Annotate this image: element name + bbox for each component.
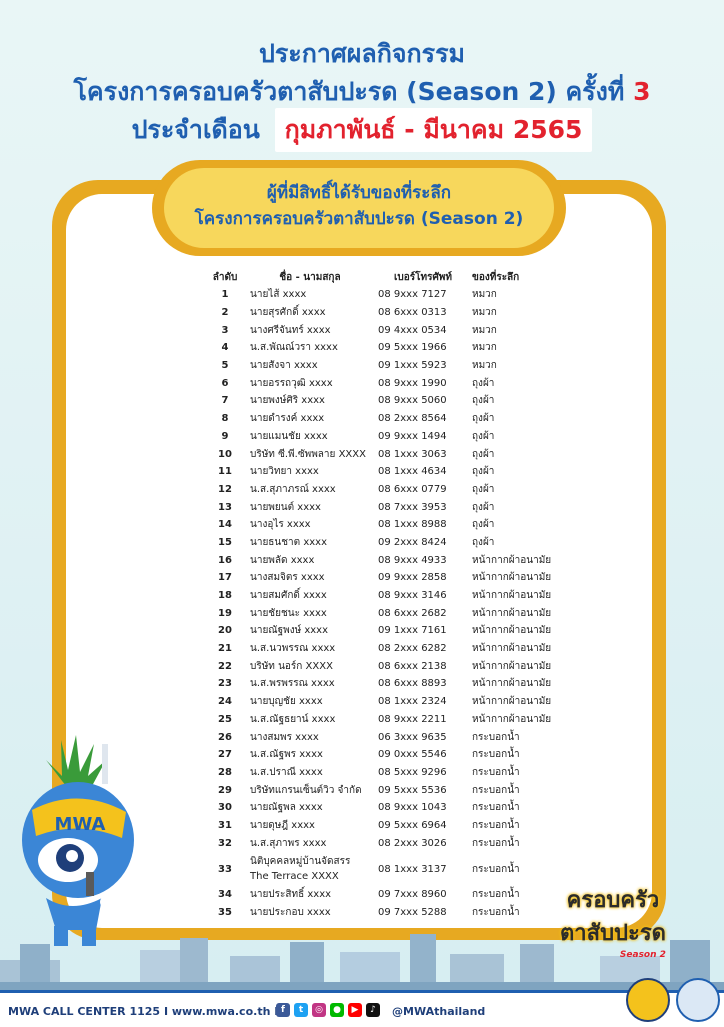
row-phone: 08 2xxx 6282 bbox=[378, 643, 447, 655]
row-number: 8 bbox=[221, 413, 229, 425]
row-phone: 09 9xxx 2858 bbox=[378, 572, 447, 584]
row-gift: กระบอกน้ำ bbox=[472, 766, 520, 778]
badge-line-2: โครงการครอบครัวตาสับปะรด (Season 2) bbox=[194, 209, 524, 229]
row-number: 13 bbox=[218, 501, 232, 513]
logo-line-1: ครอบครัว bbox=[566, 888, 660, 913]
row-name-line-1: นิติบุคคลหมู่บ้านจัดสรร bbox=[250, 856, 351, 867]
table-row bbox=[206, 886, 562, 904]
website-link[interactable]: www.mwa.co.th bbox=[171, 1005, 271, 1018]
row-gift: ถุงผ้า bbox=[472, 395, 495, 407]
row-name-line-2: The Terrace XXXX bbox=[250, 871, 339, 882]
table-row bbox=[206, 693, 562, 711]
row-phone: 08 2xxx 8564 bbox=[378, 413, 447, 425]
row-name: น.ส.สุภาภรณ์ xxxx bbox=[250, 483, 336, 495]
header-no: ลำดับ bbox=[212, 271, 238, 283]
mascot-cap-text: MWA bbox=[54, 814, 106, 835]
row-gift: หน้ากากผ้าอนามัย bbox=[472, 643, 552, 655]
table-row bbox=[206, 904, 562, 922]
table-row bbox=[206, 640, 562, 658]
row-name: นายแมนชัย xxxx bbox=[250, 430, 328, 442]
row-gift: กระบอกน้ำ bbox=[472, 731, 520, 743]
row-phone: 08 7xxx 3953 bbox=[378, 501, 447, 513]
row-phone: 08 1xxx 8988 bbox=[378, 519, 447, 531]
row-name: นายสุรศักดิ์ xxxx bbox=[250, 307, 326, 319]
row-gift: หมวก bbox=[472, 360, 497, 372]
table-row bbox=[206, 711, 562, 729]
row-gift: ถุงผ้า bbox=[472, 483, 495, 495]
row-gift: หน้ากากผ้าอนามัย bbox=[472, 678, 552, 690]
row-number: 27 bbox=[218, 749, 232, 761]
row-name: บริษัท ซี.พี.ซัพพลาย XXXX bbox=[250, 448, 366, 460]
row-number: 32 bbox=[218, 837, 232, 849]
footer-contact bbox=[8, 1005, 278, 1018]
row-gift: ถุงผ้า bbox=[472, 536, 495, 548]
tiktok-icon[interactable]: ♪ bbox=[366, 1003, 380, 1017]
badge-line-1: ผู้ที่มีสิทธิ์ได้รับของที่ระลึก bbox=[266, 183, 452, 203]
row-phone: 08 6xxx 2682 bbox=[378, 607, 447, 619]
row-name: บริษัทแกรนเซ็นต์วิว จำกัด bbox=[250, 784, 362, 796]
table-row bbox=[206, 392, 562, 410]
row-name: นายสังจา xxxx bbox=[250, 360, 318, 372]
row-number: 18 bbox=[218, 590, 232, 602]
row-name: น.ส.ณัฐพร xxxx bbox=[250, 749, 323, 761]
row-name: นายอรรถวุฒิ xxxx bbox=[250, 377, 333, 389]
table-row bbox=[206, 410, 562, 428]
row-phone: 09 9xxx 1494 bbox=[378, 430, 447, 442]
row-phone: 09 5xxx 1966 bbox=[378, 342, 447, 354]
row-name: นายณัฐพงษ์ xxxx bbox=[250, 625, 329, 637]
row-gift: หน้ากากผ้าอนามัย bbox=[472, 572, 552, 584]
row-name: นายประกอบ xxxx bbox=[250, 907, 331, 919]
winners-badge-inner bbox=[164, 168, 554, 248]
row-gift: ถุงผ้า bbox=[472, 519, 495, 531]
row-name: น.ส.ปราณี xxxx bbox=[250, 766, 323, 778]
call-center-text: MWA CALL CENTER 1125 bbox=[8, 1005, 161, 1018]
table-row bbox=[206, 304, 562, 322]
header-phone: เบอร์โทรศัพท์ bbox=[393, 271, 452, 283]
row-gift: กระบอกน้ำ bbox=[472, 749, 520, 761]
row-gift: กระบอกน้ำ bbox=[472, 837, 520, 849]
pineapple-mascot bbox=[6, 730, 136, 950]
row-number: 5 bbox=[221, 360, 229, 372]
table-row bbox=[206, 357, 562, 375]
announcement-title: ประกาศผลกิจกรรม bbox=[259, 39, 465, 68]
row-number: 7 bbox=[221, 395, 229, 407]
row-gift: ถุงผ้า bbox=[472, 430, 495, 442]
row-name: นายพลัด xxxx bbox=[250, 554, 315, 566]
table-row bbox=[206, 551, 562, 569]
table-row bbox=[206, 321, 562, 339]
line-icon[interactable]: ● bbox=[330, 1003, 344, 1017]
row-number: 6 bbox=[221, 377, 229, 389]
project-title bbox=[0, 72, 724, 112]
row-name: นายชัยชนะ xxxx bbox=[250, 607, 327, 619]
table-row bbox=[206, 339, 562, 357]
campaign-logo bbox=[560, 882, 666, 960]
row-gift: ถุงผ้า bbox=[472, 466, 495, 478]
row-gift: หน้ากากผ้าอนามัย bbox=[472, 590, 552, 602]
table-row bbox=[206, 534, 562, 552]
row-phone: 09 7xxx 8960 bbox=[378, 889, 447, 901]
row-phone: 08 9xxx 7127 bbox=[378, 289, 447, 301]
row-number: 20 bbox=[218, 625, 232, 637]
row-gift: หมวก bbox=[472, 289, 497, 301]
social-handle[interactable]: @MWAthailand bbox=[392, 1005, 486, 1018]
round-number: 3 bbox=[633, 77, 651, 106]
table-row bbox=[206, 675, 562, 693]
row-number: 24 bbox=[218, 696, 232, 708]
row-gift: กระบอกน้ำ bbox=[472, 802, 520, 814]
row-phone: 09 7xxx 5288 bbox=[378, 907, 447, 919]
row-gift: หน้ากากผ้าอนามัย bbox=[472, 625, 552, 637]
row-number: 23 bbox=[218, 678, 232, 690]
row-name: น.ส.ณัฐธยาน์ xxxx bbox=[250, 713, 336, 725]
row-name: นายวิทยา xxxx bbox=[250, 466, 319, 478]
row-phone: 08 6xxx 8893 bbox=[378, 678, 447, 690]
row-gift: กระบอกน้ำ bbox=[472, 819, 520, 831]
table-row bbox=[206, 781, 562, 799]
table-row bbox=[206, 498, 562, 516]
row-gift: กระบอกน้ำ bbox=[472, 907, 520, 919]
table-row bbox=[206, 428, 562, 446]
table-body bbox=[206, 286, 562, 921]
row-phone: 08 9xxx 4933 bbox=[378, 554, 447, 566]
table-row bbox=[206, 834, 562, 852]
row-name: นางสมพร xxxx bbox=[250, 731, 319, 743]
row-phone: 09 2xxx 8424 bbox=[378, 536, 447, 548]
row-gift: หน้ากากผ้าอนามัย bbox=[472, 554, 552, 566]
row-phone: 09 5xxx 6964 bbox=[378, 819, 447, 831]
row-number: 26 bbox=[218, 731, 232, 743]
winners-table bbox=[206, 268, 562, 921]
row-name: นางอุไร xxxx bbox=[250, 519, 311, 531]
row-name: นายไส้ xxxx bbox=[250, 289, 307, 301]
row-name: นายดุษฎี xxxx bbox=[250, 819, 315, 831]
row-number: 14 bbox=[218, 519, 232, 531]
row-phone: 08 6xxx 2138 bbox=[378, 660, 447, 672]
row-phone: 08 1xxx 4634 bbox=[378, 466, 447, 478]
row-phone: 08 9xxx 3146 bbox=[378, 590, 447, 602]
table-row bbox=[206, 516, 562, 534]
row-number: 3 bbox=[221, 324, 229, 336]
row-number: 22 bbox=[218, 660, 232, 672]
row-number: 4 bbox=[221, 342, 229, 354]
row-phone: 08 2xxx 3026 bbox=[378, 837, 447, 849]
row-gift: หน้ากากผ้าอนามัย bbox=[472, 696, 552, 708]
table-row bbox=[206, 728, 562, 746]
row-gift: หมวก bbox=[472, 342, 497, 354]
row-gift: หมวก bbox=[472, 307, 497, 319]
instagram-icon[interactable]: ◎ bbox=[312, 1003, 326, 1017]
row-number: 15 bbox=[218, 536, 232, 548]
table-row bbox=[206, 622, 562, 640]
row-number: 33 bbox=[218, 863, 232, 875]
table-row bbox=[206, 286, 562, 304]
row-name: บริษัท นอร์ก XXXX bbox=[250, 660, 333, 672]
table-row bbox=[206, 569, 562, 587]
row-number: 29 bbox=[218, 784, 232, 796]
row-number: 2 bbox=[221, 307, 229, 319]
row-name: นายพงษ์ศิริ xxxx bbox=[250, 395, 325, 407]
row-gift: ถุงผ้า bbox=[472, 448, 495, 460]
row-number: 25 bbox=[218, 713, 232, 725]
row-name: นายธนชาต xxxx bbox=[250, 536, 327, 548]
row-number: 10 bbox=[218, 448, 232, 460]
row-number: 21 bbox=[218, 643, 232, 655]
row-name: น.ส.พรพรรณ xxxx bbox=[250, 678, 335, 690]
footer-bar bbox=[0, 990, 724, 1027]
social-icons bbox=[276, 1003, 380, 1017]
row-number: 9 bbox=[221, 430, 229, 442]
period-label: ประจำเดือน bbox=[131, 115, 260, 144]
row-number: 30 bbox=[218, 802, 232, 814]
row-phone: 09 0xxx 5546 bbox=[378, 749, 447, 761]
row-phone: 09 4xxx 0534 bbox=[378, 324, 447, 336]
row-name: นางศรีจันทร์ xxxx bbox=[250, 324, 331, 336]
row-phone: 08 1xxx 2324 bbox=[378, 696, 447, 708]
period-line bbox=[0, 108, 724, 152]
row-name bbox=[244, 852, 370, 886]
row-phone: 09 1xxx 5923 bbox=[378, 360, 447, 372]
row-phone: 09 5xxx 5536 bbox=[378, 784, 447, 796]
row-phone: 08 5xxx 9296 bbox=[378, 766, 447, 778]
table-row bbox=[206, 587, 562, 605]
header-name: ชื่อ - นามสกุล bbox=[279, 271, 341, 283]
youtube-icon[interactable]: ▶ bbox=[348, 1003, 362, 1017]
facebook-icon[interactable]: f bbox=[276, 1003, 290, 1017]
row-gift: ถุงผ้า bbox=[472, 377, 495, 389]
row-number: 35 bbox=[218, 907, 232, 919]
table-row bbox=[206, 657, 562, 675]
row-phone: 08 9xxx 5060 bbox=[378, 395, 447, 407]
row-name: น.ส.พัณณ์วรา xxxx bbox=[250, 342, 338, 354]
period-value: กุมภาพันธ์ - มีนาคม 2565 bbox=[275, 108, 593, 152]
row-number: 34 bbox=[218, 889, 232, 901]
row-gift: หน้ากากผ้าอนามัย bbox=[472, 713, 552, 725]
row-number: 19 bbox=[218, 607, 232, 619]
row-name: นางสมจิตร xxxx bbox=[250, 572, 325, 584]
logo-line-2: ตาสับปะรด bbox=[560, 921, 666, 946]
row-number: 17 bbox=[218, 572, 232, 584]
header-gift: ของที่ระลึก bbox=[472, 271, 520, 283]
row-phone: 08 1xxx 3063 bbox=[378, 448, 447, 460]
row-phone: 06 3xxx 9635 bbox=[378, 731, 447, 743]
row-phone: 08 9xxx 2211 bbox=[378, 713, 447, 725]
row-name: นายพยนต์ xxxx bbox=[250, 501, 321, 513]
row-gift: หน้ากากผ้าอนามัย bbox=[472, 607, 552, 619]
row-name: นายดำรงค์ xxxx bbox=[250, 413, 325, 425]
row-gift: กระบอกน้ำ bbox=[472, 784, 520, 796]
row-name: น.ส.สุภาพร xxxx bbox=[250, 837, 327, 849]
table-header-row bbox=[206, 268, 562, 286]
row-gift: หน้ากากผ้าอนามัย bbox=[472, 660, 552, 672]
row-name: นายสมศักดิ์ xxxx bbox=[250, 590, 327, 602]
table-row bbox=[206, 764, 562, 782]
row-number: 28 bbox=[218, 766, 232, 778]
row-gift: ถุงผ้า bbox=[472, 413, 495, 425]
row-name: นายบุญชัย xxxx bbox=[250, 696, 323, 708]
row-name: นายณัฐพล xxxx bbox=[250, 802, 323, 814]
row-name: น.ส.นวพรรณ xxxx bbox=[250, 643, 336, 655]
table-row bbox=[206, 746, 562, 764]
row-phone: 08 6xxx 0779 bbox=[378, 483, 447, 495]
row-gift: ถุงผ้า bbox=[472, 501, 495, 513]
row-phone: 08 1xxx 3137 bbox=[378, 863, 447, 875]
table-row bbox=[206, 481, 562, 499]
table-row bbox=[206, 604, 562, 622]
project-title-text: โครงการครอบครัวตาสับปะรด (Season 2) ครั้งที่ bbox=[73, 77, 625, 106]
row-gift: หมวก bbox=[472, 324, 497, 336]
row-phone: 08 9xxx 1990 bbox=[378, 377, 447, 389]
logo-season: Season 2 bbox=[619, 950, 666, 960]
table-row bbox=[206, 374, 562, 392]
table-row bbox=[206, 799, 562, 817]
row-number: 16 bbox=[218, 554, 232, 566]
row-phone: 08 9xxx 1043 bbox=[378, 802, 447, 814]
row-name: นายประสิทธิ์ xxxx bbox=[250, 889, 332, 901]
mwa-seal-icon bbox=[676, 978, 720, 1022]
row-number: 31 bbox=[218, 819, 232, 831]
row-number: 1 bbox=[221, 289, 229, 301]
row-phone: 08 6xxx 0313 bbox=[378, 307, 447, 319]
row-gift: กระบอกน้ำ bbox=[472, 889, 520, 901]
table-row bbox=[206, 445, 562, 463]
footer-separator: I bbox=[163, 1005, 169, 1018]
row-number: 12 bbox=[218, 483, 232, 495]
row-gift: กระบอกน้ำ bbox=[472, 863, 520, 875]
row-number: 11 bbox=[218, 466, 232, 478]
row-phone: 09 1xxx 7161 bbox=[378, 625, 447, 637]
table-row bbox=[206, 463, 562, 481]
table-row bbox=[206, 817, 562, 835]
table-row bbox=[206, 852, 562, 886]
royal-seal-icon bbox=[626, 978, 670, 1022]
twitter-icon[interactable]: t bbox=[294, 1003, 308, 1017]
